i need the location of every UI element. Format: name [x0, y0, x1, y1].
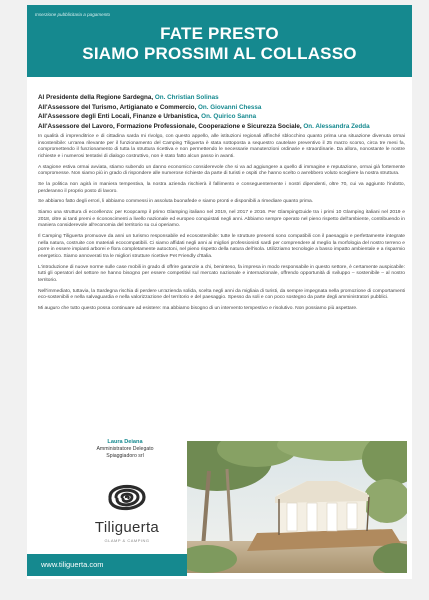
glamping-photo [187, 441, 407, 573]
addressee-line [38, 122, 408, 132]
addressee-role: All'Assessore degli Enti Locali, Finanze e Urbanistica, [38, 113, 202, 121]
paragraph: Se abbiamo fatto degli errori, li abbiamo commessi in assoluta buonafede e siamo pronti e disponibili a rimediare quanto prima. [38, 199, 314, 205]
signatory-title: Amministratore Delegato [96, 446, 154, 452]
logo-tagline: GLAMP & CAMPING [104, 538, 150, 543]
paragraph: L'introduzione di nuove norme sulle case mobili in grado di offrire garanzie a chi, beninteso, fa impresa in modo responsabile in questo settore, è certamente auspicabile: tutti gli operatori del settore ne hanno bisogno per essere competitivi sul mercato nazionale e internazionale, offrendo opportunità di sviluppo – sostenibile – al nostro territorio. [38, 264, 405, 283]
addressee-line [38, 112, 408, 122]
addressee-name: On. Alessandra Zedda [303, 122, 370, 130]
signatory-name: Laura Deiana [107, 439, 143, 445]
addressee-line [38, 103, 408, 113]
paragraph: Nell'immediato, tuttavia, la Sardegna rischia di perdere un'azienda solida, scelta negli anni da migliaia di turisti, da sempre impegnata nella promozione di comportamenti eco-sostenibili e nella salvaguardia e nella valorizzazione del territorio e del paesaggio. Spesso da soli e con poco sostegno da parte degli amministratori pubblici. [38, 288, 405, 301]
headline-line-2: SIAMO PROSSIMI AL COLLASSO [82, 44, 357, 63]
signatory-company: Spiaggiadoro srl [106, 453, 144, 459]
addressee-name: On. Quirico Sanna [201, 113, 257, 121]
header-banner [27, 5, 412, 77]
paragraph: Se la politica non agirà in maniera tempestiva, la nostra azienda rischierà il fallimento e conseguentemente i nostri dipendenti, oltre 70, cui va aggiunto l'indotto, perderanno il proprio posto di lavoro. [38, 181, 405, 194]
addressee-list [38, 93, 408, 131]
tiliguerta-logo [85, 475, 169, 563]
addressee-name: On. Christian Solinas [154, 94, 219, 101]
addressee-role: All'Assessore del Turismo, Artigianato e Commercio, [38, 103, 199, 111]
glamping-tents-image [187, 441, 407, 573]
advertisement-page [27, 5, 412, 579]
logo-wordmark: Tiliguerta [94, 519, 160, 536]
addressee-line [38, 93, 408, 103]
website-link[interactable]: www.tiliguerta.com [41, 560, 104, 569]
fingerprint-logo-icon [85, 475, 169, 519]
paragraph: In qualità di imprenditrice e di cittadina sarda mi rivolgo, con questo appello, alle istituzioni regionali affinché sblocchino quanto prima una situazione divenuta ormai insostenibile: un'area rilevante per il funzionamento del Camping Tiliguerta è stata sottoposta a sequestro cautelare preventivo il 25 marzo scorso, circa tre mesi fa, compromettendo il funzionamento di tutta la struttura ricettiva e non permettendo le necessarie manutenzioni ordinarie e straordinarie. Da allora, nonostante le nostre richieste e i numerosi tentativi di dialogo costruttivo, non è stato fatto alcun passo in avanti. [38, 134, 405, 159]
addressee-name: On. Giovanni Chessa [198, 103, 262, 111]
addressee-role: Al Presidente della Regione Sardegna, [38, 94, 155, 101]
headline-line-1: FATE PRESTO [160, 24, 279, 43]
paragraph: Siamo una struttura di eccellenza: per Koopcamp il primo Glamping italiano nel 2019, nel 2017 e 2016. Per GlampingGuide tra i primi 10 Glamping italiani nel 2019 e 2018, oltre ai tanti premi e riconoscimenti a livello nazionale ed europeo conquistati negli anni. Abbiamo sempre operato nel pieno rispetto dell'ambiente, contribuendo in maniera considerevole all'economia del territorio su cui operiamo. [38, 210, 405, 229]
letter-body [38, 134, 405, 317]
signature-block [75, 439, 175, 460]
paragraph: A stagione estiva ormai avviata, stiamo subendo un danno economico considerevole che si va ad aggiungere a quello di immagine e reputazione, ormai già fortemente compromesse. Non siamo più in grado di rispondere alle numerose richieste da parte di turisti e ospiti che hanno scelto o avrebbero voluto scegliere la nostra struttura. [38, 164, 405, 177]
paid-advertisement-note: Inserzione pubblicitaria a pagamento [35, 12, 111, 17]
paragraph: Il Camping Tiliguerta promuove da anni un turismo responsabile ed ecosostenibile: tutte le strutture presenti sono compatibili con il paesaggio e perfettamente integrate nella natura, costruite con materiali ecocompatibili. Ci siamo affidati negli anni ai migliori professionisti sardi per comprendere al meglio la morfologia del nostro terreno e porre in essere impianti arborei e flora completamente autoctoni, nel pieno rispetto della natura dell'isola. Utilizziamo tecnologie a basso impatto ambientale e a risparmio energetico. Siamo annoverati tra le migliori strutture ricettive Pet Friendly d'Italia. [38, 234, 405, 259]
footer-bar [27, 554, 187, 576]
addressee-role: All'Assessore del Lavoro, Formazione Professionale, Cooperazione e Sicurezza Sociale, [38, 122, 304, 130]
paragraph: Mi auguro che tutto questo possa continuare ad esistere: ma abbiamo bisogno di un intervento tempestivo e risolutivo. Non possiamo più aspettare. [38, 305, 358, 311]
